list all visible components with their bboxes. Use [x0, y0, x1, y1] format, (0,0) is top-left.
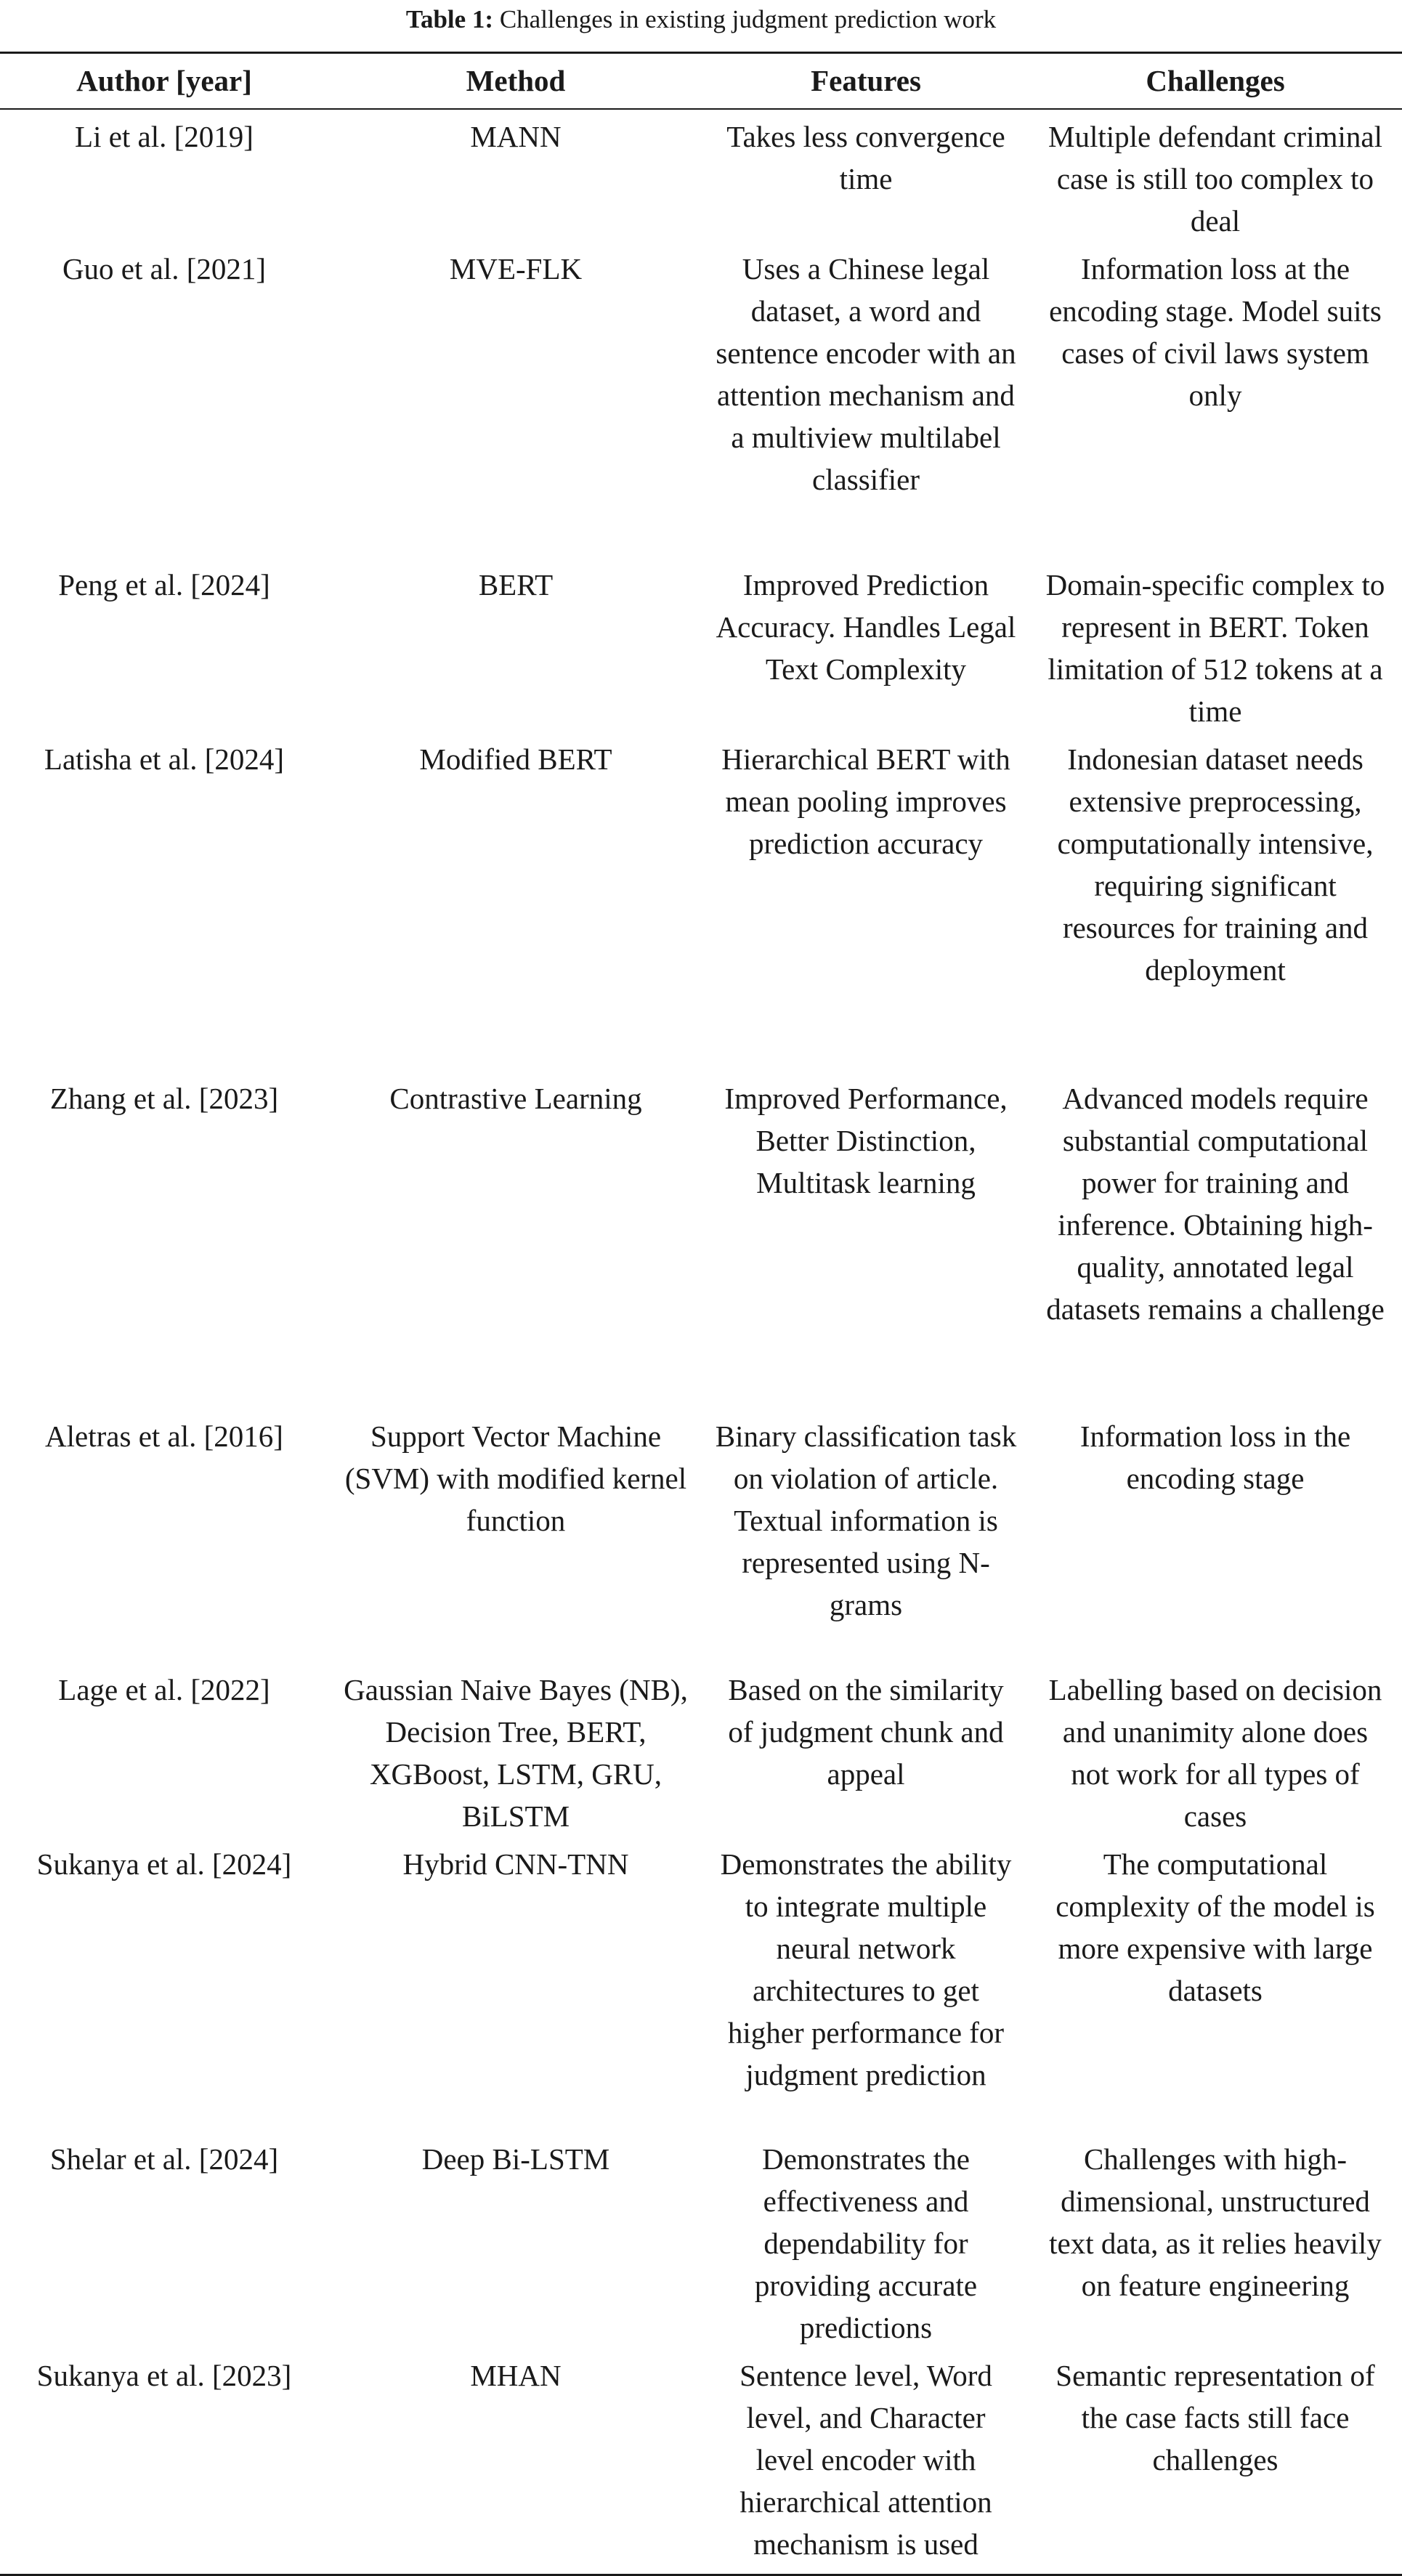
cell-method: Contrastive Learning [389, 1081, 642, 1115]
table-row [0, 242, 1402, 558]
table-row [0, 1409, 1402, 1663]
cell-features: Based on the similarity of judgment chunk and appeal [728, 1672, 1004, 1791]
cell-challenges: Information loss at the encoding stage. Model suits cases of civil laws system only [1049, 251, 1382, 412]
cell-author: Li et al. [2019] [75, 119, 254, 153]
header-author-year: Author [year] [0, 53, 328, 109]
table-caption-text: Challenges in existing judgment prediction work [499, 4, 997, 33]
cell-challenges: Multiple defendant criminal case is still too complex to deal [1048, 119, 1382, 238]
cell-features: Binary classification task on violation of article. Textual information is represented using N-grams [715, 1419, 1017, 1621]
table-row [0, 1837, 1402, 2132]
table-row [0, 1072, 1402, 1409]
table-caption-label: Table 1: [405, 4, 494, 33]
table-caption [0, 0, 1402, 38]
cell-author: Guo et al. [2021] [62, 251, 267, 285]
cell-author: Zhang et al. [2023] [49, 1081, 279, 1115]
challenges-table [0, 52, 1402, 2576]
cell-author: Peng et al. [2024] [58, 567, 270, 602]
cell-author: Shelar et al. [2024] [49, 2142, 279, 2176]
cell-method: Support Vector Machine (SVM) with modified kernel function [344, 1419, 687, 1537]
cell-method: Deep Bi-LSTM [421, 2142, 610, 2176]
cell-challenges: Advanced models require substantial computational power for training and inference. Obtaining high-quality, annotated legal datasets remains a challenge [1046, 1081, 1385, 1326]
cell-author: Latisha et al. [2024] [44, 742, 285, 776]
cell-features: Hierarchical BERT with mean pooling improves prediction accuracy [721, 742, 1010, 860]
cell-challenges: Information loss in the encoding stage [1079, 1419, 1351, 1495]
cell-author: Aletras et al. [2016] [45, 1419, 283, 1453]
cell-method: BERT [478, 567, 554, 602]
cell-features: Demonstrates the effectiveness and dependability for providing accurate predictions [754, 2142, 978, 2344]
cell-method: Modified BERT [419, 742, 612, 776]
cell-challenges: Semantic representation of the case facts still face challenges [1029, 2349, 1402, 2575]
table-header-row [0, 53, 1402, 109]
cell-method: Hybrid CNN-TNN [402, 1847, 629, 1881]
header-method: Method [328, 53, 703, 109]
cell-author: Sukanya et al. [2023] [0, 2349, 328, 2575]
table-row [0, 2132, 1402, 2349]
cell-features: Demonstrates the ability to integrate multiple neural network architectures to get higher performance for judgment prediction [720, 1847, 1012, 2091]
cell-challenges: Indonesian dataset needs extensive preprocessing, computationally intensive, requiring significant resources for training and deployment [1057, 742, 1374, 987]
table-row [0, 109, 1402, 242]
header-features: Features [703, 53, 1029, 109]
header-challenges: Challenges [1029, 53, 1402, 109]
cell-author: Sukanya et al. [2024] [36, 1847, 292, 1881]
cell-features: Improved Performance, Better Distinction, Multitask learning [724, 1081, 1008, 1199]
cell-challenges: The computational complexity of the model is more expensive with large datasets [1055, 1847, 1375, 2007]
cell-features: Uses a Chinese legal dataset, a word and sentence encoder with an attention mechanism and a multiview multilabel classifier [716, 251, 1016, 496]
cell-method: MHAN [328, 2349, 703, 2575]
cell-challenges: Domain-specific complex to represent in BERT. Token limitation of 512 tokens at a time [1045, 567, 1385, 728]
table-row [0, 1663, 1402, 1837]
cell-method: MVE-FLK [449, 251, 583, 285]
cell-challenges: Challenges with high-dimensional, unstructured text data, as it relies heavily on feature engineering [1049, 2142, 1382, 2302]
table-row [0, 558, 1402, 732]
cell-features: Improved Prediction Accuracy. Handles Legal Text Complexity [716, 567, 1016, 686]
cell-features: Takes less convergence time [726, 119, 1005, 195]
cell-method: Gaussian Naive Bayes (NB), Decision Tree, BERT, XGBoost, LSTM, GRU, BiLSTM [344, 1672, 688, 1833]
table-row [0, 2349, 1402, 2575]
cell-features: Sentence level, Word level, and Character level encoder with hierarchical attention mechanism is used [703, 2349, 1029, 2575]
cell-method: MANN [470, 119, 562, 153]
cell-challenges: Labelling based on decision and unanimity alone does not work for all types of cases [1048, 1672, 1382, 1833]
cell-author: Lage et al. [2022] [58, 1672, 270, 1706]
table-row [0, 732, 1402, 1072]
